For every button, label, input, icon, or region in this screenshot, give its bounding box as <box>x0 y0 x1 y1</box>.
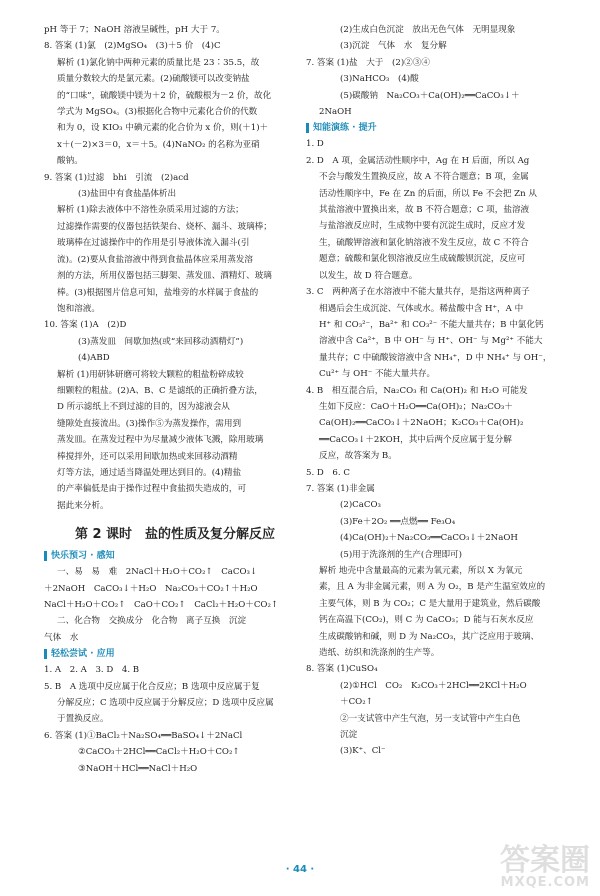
section-bar-icon <box>44 551 47 561</box>
text-line: 2. D A 项，金属活动性顺序中，Ag 在 H 后面，所以 Ag <box>306 155 530 166</box>
text-line: (3)蒸发皿 间歇加热(或“来回移动酒精灯”) <box>78 336 244 347</box>
text-line: 5. D 6. C <box>306 467 350 478</box>
text-line: 造纸、纺织和洗涤剂的生产等。 <box>319 648 440 659</box>
page-number: · 44 · <box>285 864 315 875</box>
text-line: Ca(OH)₂══CaCO₃↓＋2NaOH；K₂CO₃＋Ca(OH)₂ <box>319 418 524 429</box>
text-line: (2)①HCl CO₂ K₂CO₃＋2HCl══2KCl＋H₂O <box>340 680 527 691</box>
text-line: 活动性顺序中，Fe 在 Zn 的后面，所以 Fe 不会把 Zn 从 <box>319 188 537 199</box>
text-line: (4)ABD <box>78 353 110 364</box>
text-line: 灯等方法，通过适当降温处理达到目的。(4)精盐 <box>57 467 242 478</box>
text-line: (3)NaHCO₃ (4)酸 <box>340 74 419 85</box>
answer-10: 10. 答案 (1)A (2)D <box>44 320 127 331</box>
text-line: 量共存；C 中硫酸铵溶液中含 NH₄⁺，D 中 NH₄⁺ 与 OH⁻， <box>319 352 552 363</box>
section-label: 轻松尝试 · 应用 <box>51 649 115 660</box>
text-line: 学式为 MgSO₄。(3)根据化合物中元素化合价的代数 <box>57 107 258 118</box>
text-line: 质量分数较大的是氯元素。(2)硫酸镁可以改变钠盐 <box>57 74 250 85</box>
text-line: 过滤操作需要的仪器包括铁架台、烧杯、漏斗、玻璃棒； <box>57 221 272 232</box>
text-line: ③NaOH＋HCl══NaCl＋H₂O <box>78 763 198 774</box>
text-line: 解析 (1)氯化钠中两种元素的质量比是 23∶35.5，故 <box>57 57 260 68</box>
answer-9: 9. 答案 (1)过滤 bhi 引流 (2)acd <box>44 172 189 183</box>
text-line: (3)Fe＋2O₂ ══点燃══ Fe₃O₄ <box>340 516 456 527</box>
text-line: (3)沉淀 气体 水 复分解 <box>340 41 447 52</box>
text-line: (2)CaCO₃ <box>340 500 381 511</box>
text-line: 酸钠。 <box>57 156 83 167</box>
text-line: 1. A 2. A 3. D 4. B <box>44 665 140 676</box>
lesson-title: 第 2 课时 盐的性质及复分解反应 <box>74 527 276 543</box>
text-line: H⁺ 和 CO₃²⁻，Ba²⁺ 和 CO₃²⁻ 不能大量共存；B 中氯化钙 <box>319 319 544 330</box>
text-line: 于置换反应。 <box>57 714 109 725</box>
text-line: 分解反应；C 选项中反应属于分解反应；D 选项中反应属 <box>57 698 274 709</box>
section-qingsong <box>44 646 306 662</box>
text-line: 不会与酸发生置换反应，故 A 不符合题意；B 项，金属 <box>319 172 529 183</box>
section-zhineng <box>306 120 578 136</box>
text-line: 其盐溶液中置换出来，故 B 不符合题意；C 项，盐溶液 <box>319 205 530 216</box>
text-line: 1. D <box>306 139 324 150</box>
watermark-logo <box>500 843 590 890</box>
text-line: 棒搅拌外，还可以采用间歇加热或来回移动酒精 <box>57 451 238 462</box>
text-line: 解析 地壳中含量最高的元素为氧元素，所以 X 为氧元 <box>319 566 523 576</box>
text-line: (3)盐田中有食盐晶体析出 <box>78 189 177 200</box>
text-line: 细颗粒的粗盐。(2)A、B、C 是滤纸的正确折叠方法， <box>57 385 263 396</box>
text-line: 2NaOH <box>319 107 352 118</box>
text-line: 与盐溶液反应时，生成物中要有沉淀生成时，反应才发 <box>319 221 526 232</box>
text-line: 棒。(3)根据图片信息可知，盐堆旁的水样属于食盐的 <box>57 287 259 298</box>
text-line: 溶液中含 Ca²⁺，B 中 OH⁻ 与 H⁺、OH⁻ 与 Mg²⁺ 不能大 <box>319 336 543 347</box>
text-line: (2)生成白色沉淀 放出无色气体 无明显现象 <box>340 25 516 35</box>
text-line: 和为 0，设 KIO₃ 中碘元素的化合价为 x 价，则(＋1)＋ <box>57 123 269 134</box>
text-line: 生，硫酸钾溶液和氯化钠溶液不发生反应，故 C 不符合 <box>319 237 529 248</box>
text-line: D 所示滤纸上不到过滤的目的，因为滤液会从 <box>57 402 230 413</box>
text-line: 解析 (1)除去液体中不溶性杂质采用过滤的方法； <box>57 205 244 216</box>
section-bar-icon <box>44 649 47 659</box>
watermark-text: 答案圈 <box>500 843 590 878</box>
text-line: 素，且 A 为非金属元素，则 A 为 O₂，B 是产生温室效应的 <box>319 582 546 593</box>
text-line: 以发生，故 D 符合题意。 <box>319 270 418 281</box>
answer-6: 6. 答案 (1)①BaCl₂＋Na₂SO₄══BaSO₄↓＋2NaCl <box>44 730 243 741</box>
text-line: 气体 水 <box>44 632 79 643</box>
text-line: ＋CO₂↑ <box>340 697 373 708</box>
section-kuaile <box>44 548 306 564</box>
text-line: (5)用于洗涤剂的生产(合理即可) <box>340 549 463 560</box>
text-line: 题意；硫酸和氯化钡溶液反应生成硫酸钡沉淀，反应可 <box>319 254 526 265</box>
text-line: 3. C 两种离子在水溶液中不能大量共存，是指这两种离子 <box>306 287 530 298</box>
text-line: ②CaCO₃＋2HCl══CaCl₂＋H₂O＋CO₂↑ <box>78 747 240 758</box>
left-column <box>44 22 306 777</box>
text-line: 一、易 易 难 2NaCl＋H₂O＋CO₂↑ CaCO₃↓ <box>57 567 258 578</box>
text-line: 据此来分析。 <box>57 500 109 511</box>
text-line: 生如下反应：CaO＋H₂O══Ca(OH)₂；Na₂CO₃＋ <box>319 401 513 412</box>
answer-7b: 7. 答案 (1)非金属 <box>306 483 375 494</box>
text-line: 钙在高温下(CO₂)，则 C 为 CaCO₃；D 能与石灰水反应 <box>319 615 534 626</box>
text-line: 5. B A 选项中反应属于化合反应；B 选项中反应属于复 <box>44 681 260 692</box>
section-label: 快乐预习 · 感知 <box>51 550 115 561</box>
text-line: 二、化合物 交换成分 化合物 离子互换 沉淀 <box>57 616 247 627</box>
text-line: (5)碳酸钠 Na₂CO₃＋Ca(OH)₂══CaCO₃↓＋ <box>340 90 520 101</box>
text-line: 玻璃棒在过滤操作中的作用是引导液体流入漏斗(引 <box>57 238 250 249</box>
answer-8b: 8. 答案 (1)CuSO₄ <box>306 664 378 675</box>
text-line: x＋(－2)×3＝0，x＝＋5。(4)NaNO₂ 的名称为亚硝 <box>57 139 260 150</box>
text-line: 饱和溶液。 <box>57 303 100 314</box>
text-line: 主要气体，则 B 为 CO₂；C 是大量用于建筑业，然后碳酸 <box>319 598 541 609</box>
text-line: 相遇后会生成沉淀、气体或水。稀盐酸中含 H⁺，A 中 <box>319 303 524 314</box>
answer-7: 7. 答案 (1)盐 大于 (2)②③④ <box>306 57 430 68</box>
watermark-url: MXQE.COM <box>500 875 590 890</box>
text-line: ②一支试管中产生气泡，另一支试管中产生白色 <box>340 713 521 724</box>
text-line: 生成碳酸钠和碱，则 D 为 Na₂CO₃，其广泛应用于玻璃、 <box>319 631 540 642</box>
text-line: pH 等于 7；NaOH 溶液呈碱性，pH 大于 7。 <box>44 25 225 35</box>
section-bar-icon <box>306 123 309 133</box>
text-line: 剂的方法，所用仪器包括三脚架、蒸发皿、酒精灯、玻璃 <box>57 271 272 282</box>
answer-8: 8. 答案 (1)氯 (2)MgSO₄ (3)＋5 价 (4)C <box>44 41 221 52</box>
text-line: 4. B 相互混合后，Na₂CO₃ 和 Ca(OH)₂ 和 H₂O 可能发 <box>306 385 528 396</box>
text-line: Cu²⁺ 与 OH⁻ 不能大量共存。 <box>319 369 436 380</box>
text-line: 的产率偏低是由于操作过程中食盐损失造成的，可 <box>57 484 247 495</box>
text-line: 沉淀 <box>340 730 358 741</box>
text-line: ＋2NaOH CaCO₃↓＋H₂O Na₂CO₃＋CO₂↑＋H₂O <box>44 583 258 594</box>
text-line: 蒸发皿。在蒸发过程中为尽量减少液体飞溅，除用玻璃 <box>57 435 264 446</box>
text-line: 的“口味”，硫酸镁中镁为＋2 价，硫酸根为－2 价，故化 <box>57 90 272 101</box>
text-line: 流)。(2)要从食盐溶液中得到食盐晶体应采用蒸发溶 <box>57 254 253 265</box>
text-line: 反应，故答案为 B。 <box>319 451 397 462</box>
text-line: 缝隙处直接流出。(3)操作⑤为蒸发操作，需用到 <box>57 418 242 429</box>
text-line: 解析 (1)用研钵研磨可将较大颗粒的粗盐粉碎成较 <box>57 369 244 380</box>
text-line: NaCl＋H₂O＋CO₂↑ CaO＋CO₂↑ CaCl₂＋H₂O＋CO₂↑ <box>44 600 279 610</box>
text-line: (3)K⁺、Cl⁻ <box>340 746 386 757</box>
section-label: 知能演练 · 提升 <box>313 123 377 134</box>
text-line: ══CaCO₃↓＋2KOH，其中后两个反应属于复分解 <box>319 434 512 445</box>
text-line: (4)Ca(OH)₂＋Na₂CO₃══CaCO₃↓＋2NaOH <box>340 533 518 544</box>
right-column <box>306 22 578 760</box>
